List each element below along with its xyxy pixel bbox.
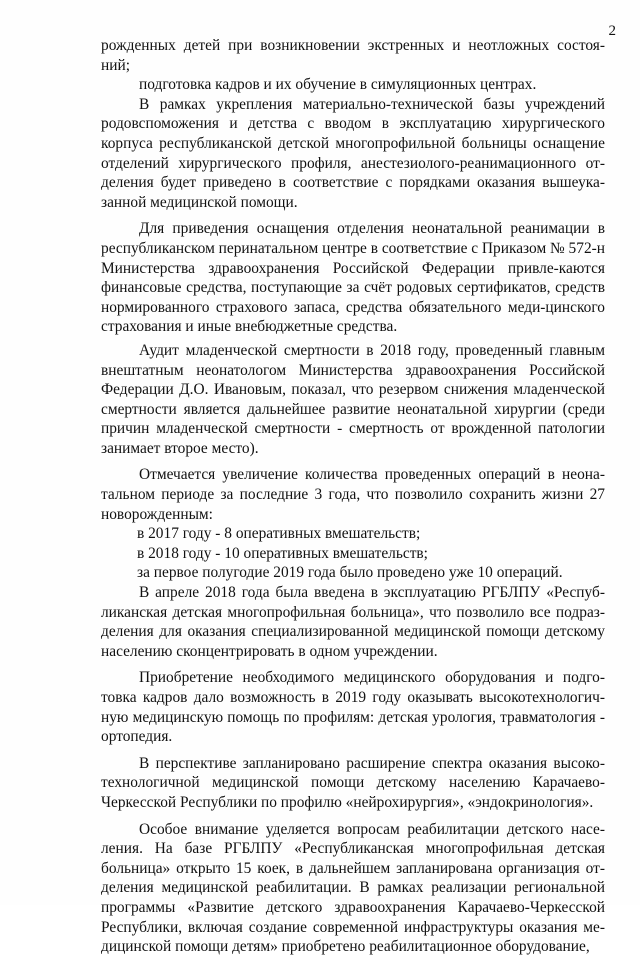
paragraph-rehabilitation: Особое внимание уделяется вопросам реабилитации детского насе-ления. На базе РГБЛПУ «Республиканская многопрофильная детская больница» открыто 15 коек, в дальнейшем запланирована организация от-деления медицинской реабилитации. В рамках реализации региональной программы «Развитие детского здравоохранения Карачаево-Черкесской Республики, включая создание современной инфраструктуры оказания ме-дицинской помощи детям» приобретено реабилитационное оборудование, — [101, 820, 605, 956]
paragraph-continued: рожденных детей при возникновении экстренных и неотложных состоя-ний; — [101, 37, 605, 74]
paragraph-high-tech-care: Приобретение необходимого медицинского оборудования и подго-товка кадров дало возможность в 2019 году оказывать высокотехнологич-ную медицинскую помощь по профилям: детская урология, травматология - ортопедия. — [101, 669, 605, 746]
paragraph-material-base: В рамках укрепления материально-технической базы учреждений родовспоможения и детства с вводом в эксплуатацию хирургического корпуса республиканской детской многопрофильной больницы оснащение отделений хирургического профиля, анестезиолого-реанимационного от-деления будет приведено в соответствие с порядками оказания вышеука-занной медицинской помощи. — [101, 95, 605, 211]
paragraph-hospital-opening: В апреле 2018 года была введена в эксплуатацию РГБЛПУ «Респуб-ликанская детская многопрофильная больница», что позволило все подраз-деления для оказания специализированной медицинской помощи детскому населению сконцентрировать в одном учреждении. — [101, 584, 605, 660]
paragraph-neonatal-equipment: Для приведения оснащения отделения неонатальной реанимации в республиканском перинатальном центре в соответствие с Приказом № 572-н Министерства здравоохранения Российской Федерации привле-каются финансовые средства, поступающие за счёт родовых сертификатов, средств нормированного страхового запаса, средства обязательного меди-цинского страхования и иные внебюджетные средства. — [101, 220, 606, 336]
document-body — [101, 36, 605, 957]
list-item-2019: за первое полугодие 2019 года было проведено уже 10 операций. — [137, 564, 563, 582]
paragraph-infant-mortality-audit: Аудит младенческой смертности в 2018 году, проведенный главным внештатным неонатологом Министерства здравоохранения Российской Федерации Д.О. Ивановым, показал, что резервом снижения младенческой смертности является дальнейшее развитие неонатальной хирургии (среди причин младенческой смертности - смертность от врожденной патологии занимает второе место). — [101, 341, 605, 457]
paragraph-training: подготовка кадров и их обучение в симуляционных центрах. — [139, 76, 537, 94]
page-number: 2 — [608, 23, 616, 39]
paragraph-perspective: В перспективе запланировано расширение спектра оказания высоко-технологичной медицинской помощи детскому населению Карачаево-Черкесской Республики по профилю «нейрохирургия», «эндокринология». — [101, 754, 605, 811]
paragraph-operations-increase: Отмечается увеличение количества проведенных операций в неона-тальном периоде за последние 3 года, что позволило сохранить жизни 27 новорожденным: — [101, 466, 605, 523]
list-item-2017: в 2017 году - 8 оперативных вмешательств; — [137, 525, 421, 543]
list-item-2018: в 2018 году - 10 оперативных вмешательств; — [137, 544, 428, 562]
